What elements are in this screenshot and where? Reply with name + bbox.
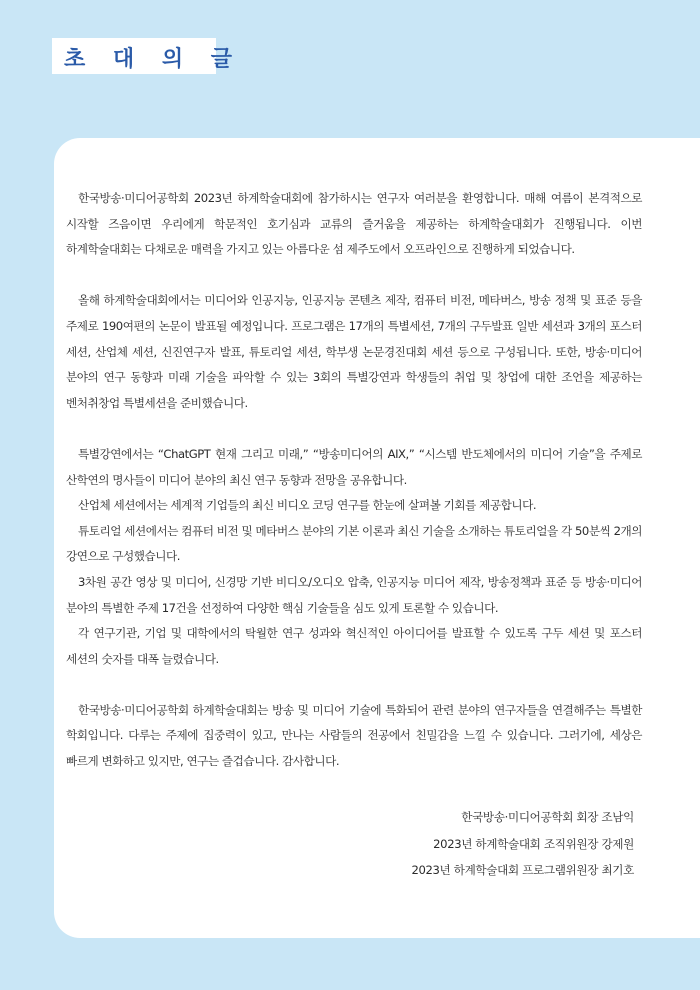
paragraph-tutorial: 튜토리얼 세션에서는 컴퓨터 비전 및 메타버스 분야의 기본 이론과 최신 기술을 소개하는 튜토리얼을 각 50분씩 2개의 강연으로 구성했습니다. <box>66 523 642 564</box>
invitation-body <box>66 186 642 775</box>
paragraph-program: 올해 하계학술대회에서는 미디어와 인공지능, 인공지능 콘텐츠 제작, 컴퓨터 비전, 메타버스, 방송 정책 및 표준 등을 주제로 190여편의 논문이 발표될 예정입니다. 프로그램은 17개의 특별세션, 7개의 구두발표 일반 세션과 3개의 포스터 세션, 산업체 세션, 신진연구자 발표, 튜토리얼 세션, 학부생 논문경진대회 세션 등으로 구성됩니다. 또한, 방송·미디어 분야의 연구 동향과 미래 기술을 파악할 수 있는 3회의 특별강연과 학생들의 취업 및 창업에 대한 조언을 제공하는 벤처취창업 특별세션을 준비했습니다. <box>66 293 642 410</box>
title-box <box>52 38 242 74</box>
signature-block <box>411 804 634 884</box>
paragraph-keynotes: 특별강연에서는 “ChatGPT 현재 그리고 미래,” “방송미디어의 AIX,” “시스템 반도체에서의 미디어 기술”을 주제로 산학연의 명사들이 미디어 분야의 최신 연구 동향과 전망을 공유합니다. <box>66 446 642 487</box>
page-title: 초 대 의 글 <box>64 47 242 72</box>
signature-organizing-chair: 2023년 하계학술대회 조직위원장 강제원 <box>433 836 634 851</box>
paragraph-welcome: 한국방송·미디어공학회 2023년 하계학술대회에 참가하시는 연구자 여러분을 환영합니다. 매해 여름이 본격적으로 시작할 즈음이면 우리에게 학문적인 호기심과 교류의 즐거움을 제공하는 하계학술대회가 진행됩니다. 이번 하계학술대회는 다채로운 매력을 가지고 있는 아름다운 섬 제주도에서 오프라인으로 진행하게 되었습니다. <box>66 191 642 257</box>
paragraph-sessions: 각 연구기관, 기업 및 대학에서의 탁월한 연구 성과와 혁신적인 아이디어를 발표할 수 있도록 구두 세션 및 포스터 세션의 숫자를 대폭 늘렸습니다. <box>66 626 642 666</box>
paragraph-industry: 산업체 세션에서는 세계적 기업들의 최신 비디오 코딩 연구를 한눈에 살펴볼 기회를 제공합니다. <box>78 498 537 513</box>
signature-president: 한국방송·미디어공학회 회장 조남익 <box>461 810 634 824</box>
paragraph-special-sessions: 3차원 공간 영상 및 미디어, 신경망 기반 비디오/오디오 압축, 인공지능 미디어 제작, 방송정책과 표준 등 방송·미디어 분야의 특별한 주제 17건을 선정하여 다양한 핵심 기술들을 심도 있게 토론할 수 있습니다. <box>66 574 642 615</box>
signature-program-chair: 2023년 하계학술대회 프로그램위원장 최기호 <box>411 863 634 878</box>
paragraph-closing: 한국방송·미디어공학회 하계학술대회는 방송 및 미디어 기술에 특화되어 관련 분야의 연구자들을 연결해주는 특별한 학회입니다. 다루는 주제에 집중력이 있고, 만나는 사람들의 전공에서 친밀감을 느낄 수 있습니다. 그러기에, 세상은 빠르게 변화하고 있지만, 연구는 즐겁습니다. 감사합니다. <box>66 702 642 769</box>
